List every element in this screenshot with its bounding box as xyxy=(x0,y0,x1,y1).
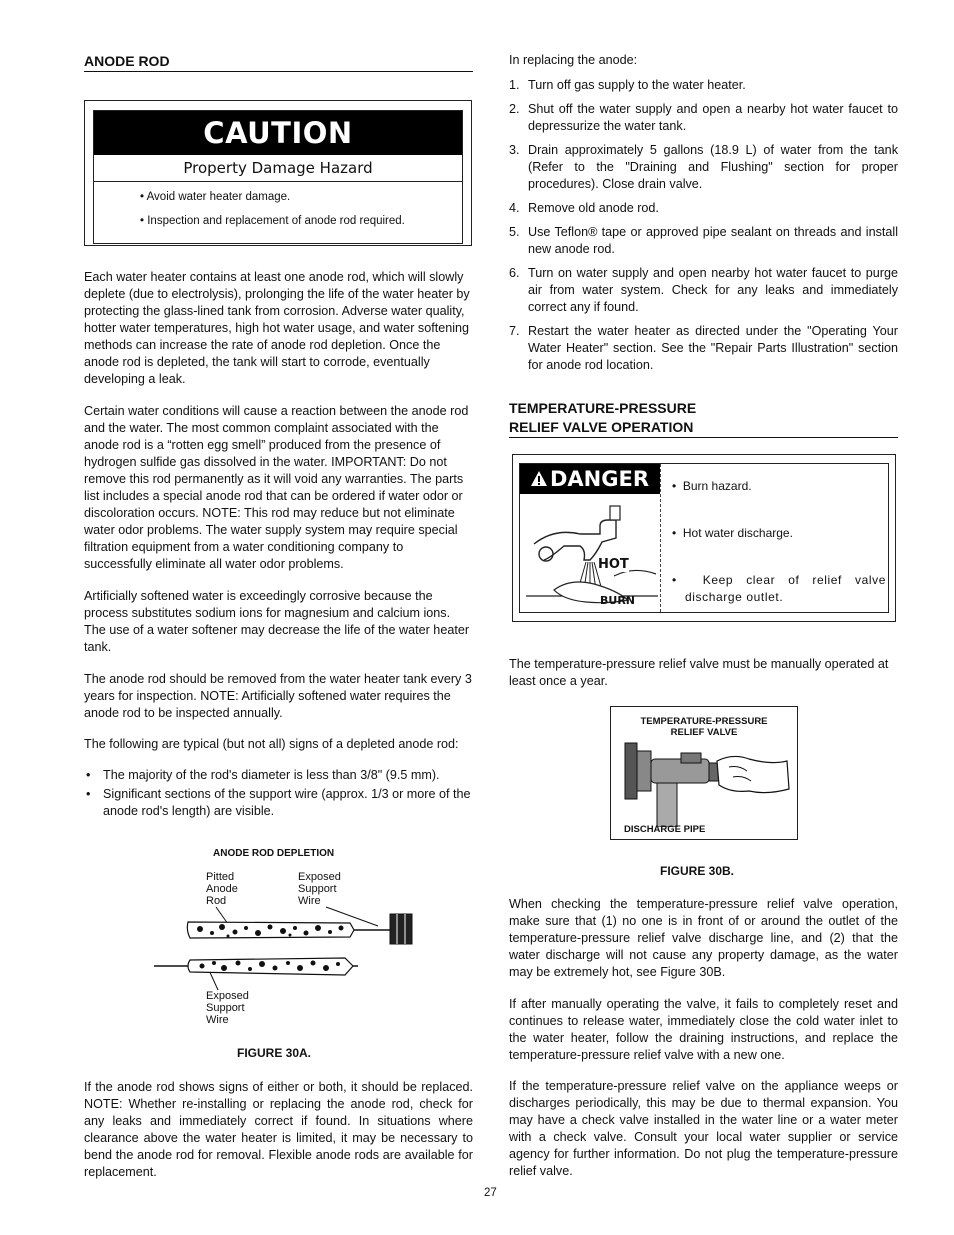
anode-paragraph-2: Certain water conditions will cause a reaction between the anode rod and the water. The most common complaint associated with the anode rod is a “rotten egg smell” produced from the presence of hydrogen sulfide gas dissolved in the water. IMPORTANT: Do not remove this rod permanently as it will void any warranties. The parts list includes a special anode rod that can be ordered if water odor or discoloration occurs. NOTE: This rod may reduce but not eliminate water odor problems. The water supply system may require special filtration equipment from a water conditioning company to successfully eliminate all water odor problems. xyxy=(84,404,469,571)
list-item: 2. Shut off the water supply and open a nearby hot water faucet to depressurize the water tank. xyxy=(509,102,898,133)
anode-paragraph-3: Artificially softened water is exceedingly corrosive because the process substitutes sodium ions for magnesium and calcium ions. The use of a water softener may decrease the life of the water heater tank. xyxy=(84,589,470,654)
anode-paragraph-4: The anode rod should be removed from the water heater tank every 3 years for inspection. NOTE: Artificially softened water requires the anode rod to be inspected annually. xyxy=(84,672,472,720)
burn-label: BURN xyxy=(600,594,635,607)
discharge-pipe-label: DISCHARGE PIPE xyxy=(624,824,706,835)
relief-valve-illustration xyxy=(621,735,791,827)
caution-inner xyxy=(93,110,463,244)
danger-title: DANGER xyxy=(550,467,650,491)
anode-rod-heading: ANODE ROD xyxy=(84,52,473,72)
caution-box xyxy=(84,100,472,246)
danger-divider xyxy=(660,464,661,612)
tp-paragraph-3: If after manually operating the valve, it fails to completely reset and continues to release water, immediately close the cold water inlet to the water heater, follow the draining instructions, and replace the temperature-pressure relief valve with a new one. xyxy=(509,997,898,1062)
caution-title: CAUTION xyxy=(203,116,353,150)
anode-rod-illustration xyxy=(150,900,420,1000)
depletion-signs-list xyxy=(84,767,474,822)
hex-plug xyxy=(390,914,412,944)
figure-30a-caption: FIGURE 30A. xyxy=(237,1046,312,1060)
anode-paragraph-5: The following are typical (but not all) signs of a depleted anode rod: xyxy=(84,737,459,751)
list-item: 3. Drain approximately 5 gallons (18.9 L) of water from the tank (Refer to the "Draining and Flushing" section for proper procedures). Close drain valve. xyxy=(509,143,898,191)
danger-box xyxy=(512,454,896,622)
caution-title-bar xyxy=(94,111,462,155)
warning-icon xyxy=(530,470,548,488)
tp-valve-heading: TEMPERATURE-PRESSURE RELIEF VALVE OPERATION xyxy=(509,399,898,438)
label-exposed-wire-top: Exposed Support Wire xyxy=(298,871,341,907)
list-item: 1. Turn off gas supply to the water heater. xyxy=(509,78,746,92)
list-item: • The majority of the rod's diameter is less than 3/8" (9.5 mm). xyxy=(84,767,474,784)
anode-paragraph-1: Each water heater contains at least one anode rod, which will slowly deplete (due to electrolysis), prolonging the life of the water heater by protecting the glass-lined tank from corrosion. Adverse water quality, hotter water temperatures, high hot water usage, and water softening methods can increase the rate of anode rod depletion. Once the anode rod is depleted, the tank will start to corrode, eventually developing a leak. xyxy=(84,270,470,386)
danger-item-1: • Burn hazard. xyxy=(672,479,752,493)
danger-title-bar xyxy=(520,464,660,494)
list-item: 4. Remove old anode rod. xyxy=(509,201,659,215)
caution-subtitle: Property Damage Hazard xyxy=(94,155,462,182)
figure-30a-title: ANODE ROD DEPLETION xyxy=(213,848,335,859)
tp-valve-label: TEMPERATURE-PRESSURE RELIEF VALVE xyxy=(640,716,768,738)
hot-water-faucet-illustration xyxy=(524,498,660,610)
danger-inner xyxy=(519,463,889,613)
tp-paragraph-2: When checking the temperature-pressure relief valve operation, make sure that (1) no one is in front of or around the outlet of the temperature-pressure relief valve discharge line, and (2) that the water discharge will not cause any property damage, as the water may be extremely hot, see Figure 30B. xyxy=(509,897,898,979)
caution-item-2: • Inspection and replacement of anode rod required. xyxy=(140,215,405,227)
list-item: 7. Restart the water heater as directed under the "Operating Your Water Heater" section. See the "Repair Parts Illustration" section for anode rod location. xyxy=(509,324,898,372)
figure-30b-caption: FIGURE 30B. xyxy=(660,864,735,878)
replacing-intro: In replacing the anode: xyxy=(509,53,638,67)
caution-item-1: • Avoid water heater damage. xyxy=(140,191,291,203)
hot-label: HOT xyxy=(598,557,629,572)
figure-30b xyxy=(610,706,798,840)
top-rod xyxy=(187,922,354,938)
list-item: 6. Turn on water supply and open nearby hot water faucet to purge air from water system. Check for any leaks and immediately correct any if found. xyxy=(509,266,898,314)
danger-item-3: • Keep clear of relief valve discharge outlet. xyxy=(672,573,886,604)
label-exposed-wire-bottom: Exposed Support Wire xyxy=(206,990,249,1026)
label-pitted-anode-rod: Pitted Anode Rod xyxy=(206,871,238,907)
tp-paragraph-1: The temperature-pressure relief valve must be manually operated at least once a year. xyxy=(509,657,889,688)
anode-paragraph-6: If the anode rod shows signs of either or both, it should be replaced. NOTE: Whether re-installing or replacing the anode rod, check for any leaks and immediately correct if found. In situations where clearance above the water heater is limited, it may be necessary to bend the anode rod for removal. Flexible anode rods are available for replacement. xyxy=(84,1080,473,1179)
anode-replacement-steps xyxy=(509,77,898,381)
tp-paragraph-4: If the temperature-pressure relief valve on the appliance weeps or discharges periodically, this may be due to thermal expansion. You may have a check valve installed in the water line or a water meter with a check valve. Consult your local water supplier or service agency for further information. Do not plug the temperature-pressure relief valve. xyxy=(509,1079,898,1178)
danger-item-2: • Hot water discharge. xyxy=(672,526,793,540)
page-number: 27 xyxy=(484,1187,497,1199)
list-item: • Significant sections of the support wire (approx. 1/3 or more of the anode rod's length) are visible. xyxy=(84,786,474,820)
list-item: 5. Use Teflon® tape or approved pipe sealant on threads and install new anode rod. xyxy=(509,225,898,256)
